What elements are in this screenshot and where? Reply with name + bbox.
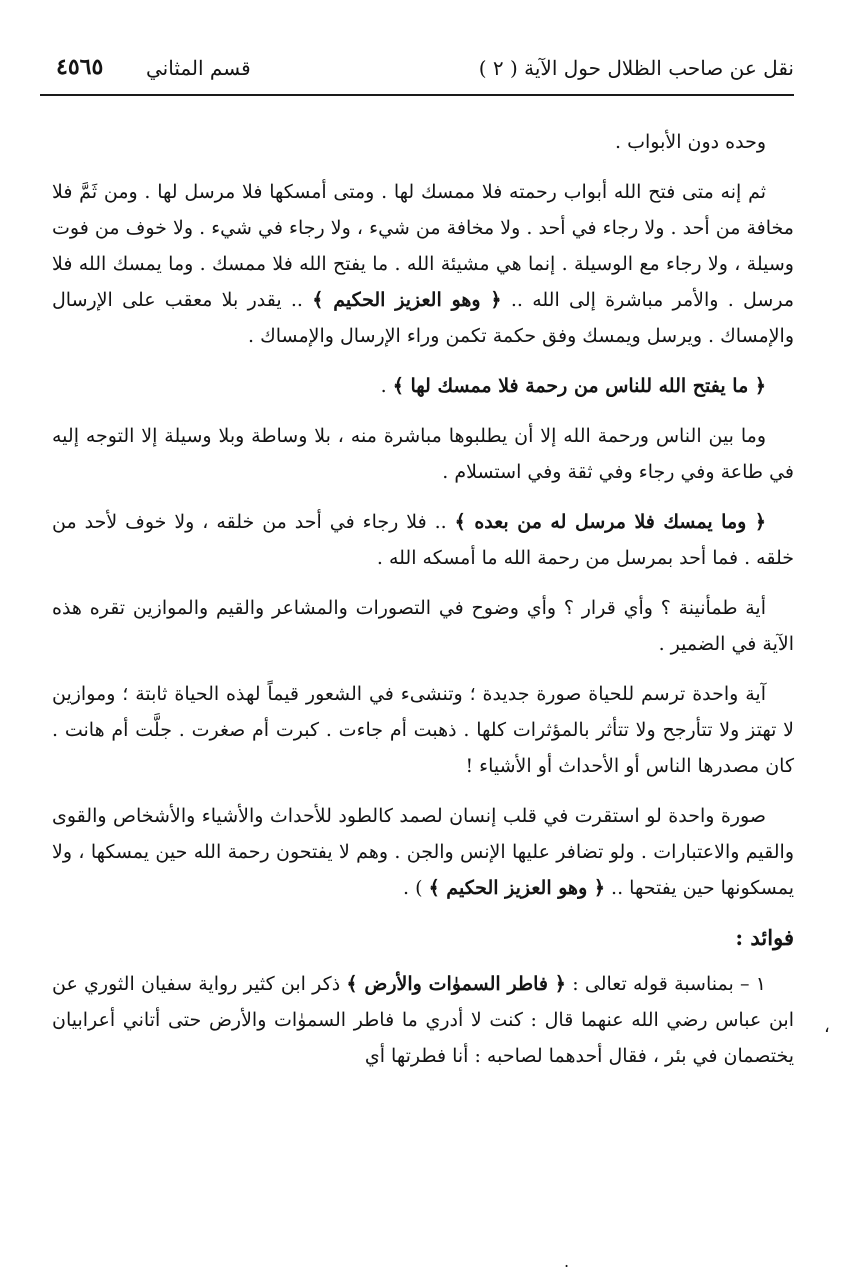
paragraph-text: آية واحدة ترسم للحياة صورة جديدة ؛ وتنشىء في الشعور قيماً لهذه الحياة ثابتة ؛ وموازين لا تهتز ولا تتأرجح ولا تتأثر بالمؤثرات كلها . ذهبت أم جاءت . كبرت أم صغرت . جلَّت أم هانت . كان مصدرها الناس أو الأحداث أو الأشياء ! bbox=[52, 683, 795, 777]
paragraph-text: ) . bbox=[403, 877, 429, 899]
quranic-quote: ﴿ ما يفتح الله للناس من رحمة فلا ممسك لها ﴾ bbox=[392, 375, 766, 397]
quranic-quote: ﴿ وهو العزيز الحكيم ﴾ bbox=[312, 289, 502, 311]
paragraph-text: . bbox=[380, 375, 393, 397]
header-rule bbox=[40, 94, 794, 96]
paragraph bbox=[52, 798, 794, 906]
page-number: ٤٥٦٥ bbox=[56, 54, 104, 80]
paragraph bbox=[52, 590, 794, 662]
paragraph bbox=[52, 504, 794, 576]
paragraph-text: ذكر ابن كثير رواية سفيان الثوري عن ابن عباس رضي الله عنهما قال : كنت لا أدري ما فاطر السموٰات والأرض حتى أتاني أعرابيان يختصمان في بئر ، فقال أحدهما لصاحبه : أنا فطرتها أي bbox=[52, 973, 794, 1067]
paragraph bbox=[52, 368, 794, 404]
quranic-quote: ﴿ وما يمسك فلا مرسل له من بعده ﴾ bbox=[454, 511, 766, 533]
paragraph bbox=[52, 418, 794, 490]
footer-dot: . bbox=[564, 1252, 570, 1271]
page-body bbox=[52, 124, 794, 1088]
margin-mark: ، bbox=[824, 1016, 830, 1037]
paragraph-text: وحده دون الأبواب . bbox=[615, 131, 766, 153]
paragraph-text: .. يقدر بلا معقب على الإرسال والإمساك . ويرسل ويمسك وفق حكمة تكمن وراء الإرسال والإمساك . bbox=[52, 289, 794, 347]
paragraph bbox=[52, 676, 794, 784]
item-number: ١ – بمناسبة قوله تعالى : bbox=[565, 973, 767, 995]
paragraph-text: .. فلا رجاء في أحد من خلقه ، ولا خوف لأحد من خلقه . فما أحد بمرسل من رحمة الله ما أمسكه الله . bbox=[52, 511, 794, 569]
paragraph-text: أية طمأنينة ؟ وأي قرار ؟ وأي وضوح في التصورات والمشاعر والقيم والموازين تقره هذه الآية في الضمير . bbox=[52, 597, 794, 655]
paragraph-text: ثم إنه متى فتح الله أبواب رحمته فلا ممسك لها . ومتى أمسكها فلا مرسل لها . ومن ثَمَّ فلا مخافة من أحد . ولا رجاء في أحد . ولا مخافة من شيء ، ولا رجاء في شيء . ولا خوف من فوت وسيلة ، ولا رجاء مع الوسيلة . إنما هي مشيئة الله . ما يفتح الله فلا ممسك . وما يمسك الله فلا مرسل . والأمر مباشرة إلى الله .. bbox=[52, 181, 794, 311]
page-header bbox=[34, 52, 794, 90]
paragraph bbox=[52, 174, 794, 354]
quranic-quote: ﴿ فاطر السموٰات والأرض ﴾ bbox=[346, 973, 566, 995]
paragraph bbox=[52, 124, 794, 160]
quranic-quote: ﴿ وهو العزيز الحكيم ﴾ bbox=[428, 877, 605, 899]
paragraph-text: وما بين الناس ورحمة الله إلا أن يطلبوها مباشرة منه ، بلا وساطة وبلا وسيلة إلا التوجه إليه في طاعة وفي رجاء وفي ثقة وفي استسلام . bbox=[52, 425, 794, 483]
benefits-heading: فوائد : bbox=[735, 925, 794, 950]
section-name: قسم المثاني bbox=[146, 56, 251, 80]
running-title: نقل عن صاحب الظلال حول الآية ( ٢ ) bbox=[478, 56, 794, 80]
benefit-item bbox=[52, 966, 794, 1074]
paragraph-text: صورة واحدة لو استقرت في قلب إنسان لصمد كالطود للأحداث والأشياء والأشخاص والقوى والقيم والاعتبارات . ولو تضافر عليها الإنس والجن . وهم لا يفتحون رحمة الله حين يمسكها ، ولا يمسكونها حين يفتحها .. bbox=[52, 805, 794, 899]
